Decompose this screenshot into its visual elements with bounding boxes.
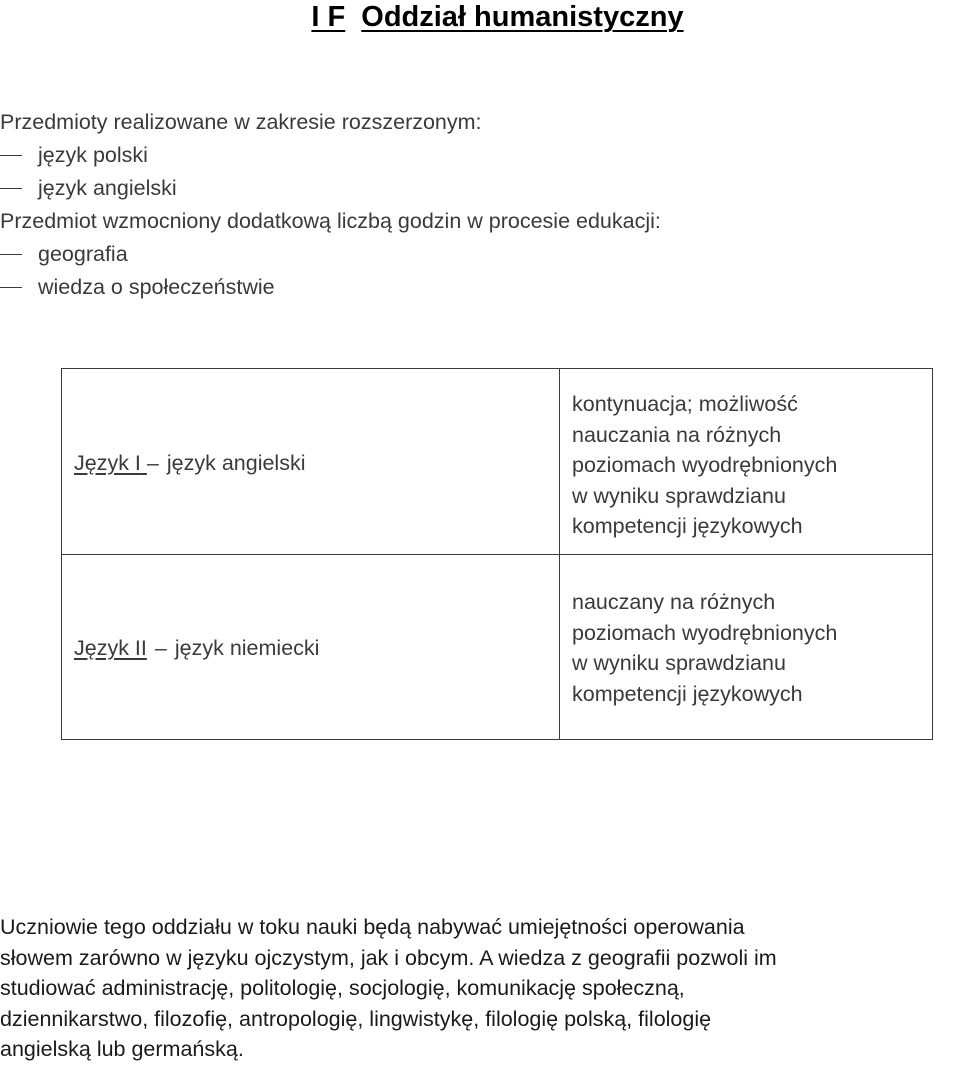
paragraph-line: studiować administrację, politologię, socjologię, komunikację społeczną, [0, 976, 685, 1000]
language-2-description [572, 587, 837, 709]
page-title [0, 0, 960, 34]
dash-bullet-icon [0, 155, 22, 156]
subjects-section [0, 106, 661, 304]
paragraph-line: słowem zarówno w języku ojczystym, jak i obcym. A wiedza z geografii pozwoli im [0, 945, 777, 970]
language-label: Język I [74, 451, 141, 475]
underline-spacer [141, 451, 147, 475]
list-item-label: geografia [38, 242, 128, 266]
description-line: w wyniku sprawdzianu [572, 651, 786, 675]
paragraph-line: Uczniowie tego oddziału w toku nauki będą nabywać umiejętności operowania [0, 915, 745, 939]
languages-table [61, 368, 933, 740]
description-line: w wyniku sprawdzianu [572, 483, 786, 508]
dash-bullet-icon [0, 188, 22, 189]
dash-bullet-icon [0, 254, 22, 255]
list-item [0, 172, 661, 205]
description-line: nauczany na różnych [572, 590, 776, 614]
paragraph-line: dziennikarstwo, filozofię, antropologię, lingwistykę, filologię polską, filologię [0, 1006, 712, 1031]
list-item-label: język polski [38, 143, 148, 167]
table-row-divider [62, 554, 932, 555]
reinforced-subject-heading: Przedmiot wzmocniony dodatkową liczbą godzin w procesie edukacji: [0, 209, 661, 233]
description-line: kompetencji językowych [572, 514, 803, 538]
class-profile-name: Oddział humanistyczny [361, 1, 684, 33]
class-code: I F [311, 1, 346, 33]
paragraph-line: angielską lub germańską. [0, 1037, 244, 1061]
description-line: kontynuacja; możliwość [572, 392, 798, 416]
description-paragraph [0, 912, 960, 1065]
list-item [0, 238, 661, 271]
list-item [0, 271, 661, 304]
extended-subjects-heading: Przedmioty realizowane w zakresie rozszerzonym: [0, 110, 482, 134]
language-1-description [572, 389, 837, 542]
list-item-label: język angielski [38, 176, 177, 200]
description-line: kompetencji językowych [572, 681, 803, 706]
list-item-label: wiedza o społeczeństwie [38, 275, 275, 299]
description-line: poziomach wyodrębnionych [572, 620, 838, 645]
dash-bullet-icon [0, 287, 22, 288]
description-line: nauczania na różnych [572, 422, 782, 447]
list-item [0, 139, 661, 172]
language-2-cell: Język II – język niemiecki [74, 636, 320, 660]
description-line: poziomach wyodrębnionych [572, 453, 838, 477]
language-1-cell: Język I – język angielski [74, 451, 306, 475]
language-label: Język II [74, 636, 147, 660]
language-name: język niemiecki [174, 636, 320, 660]
language-name: język angielski [166, 451, 306, 475]
